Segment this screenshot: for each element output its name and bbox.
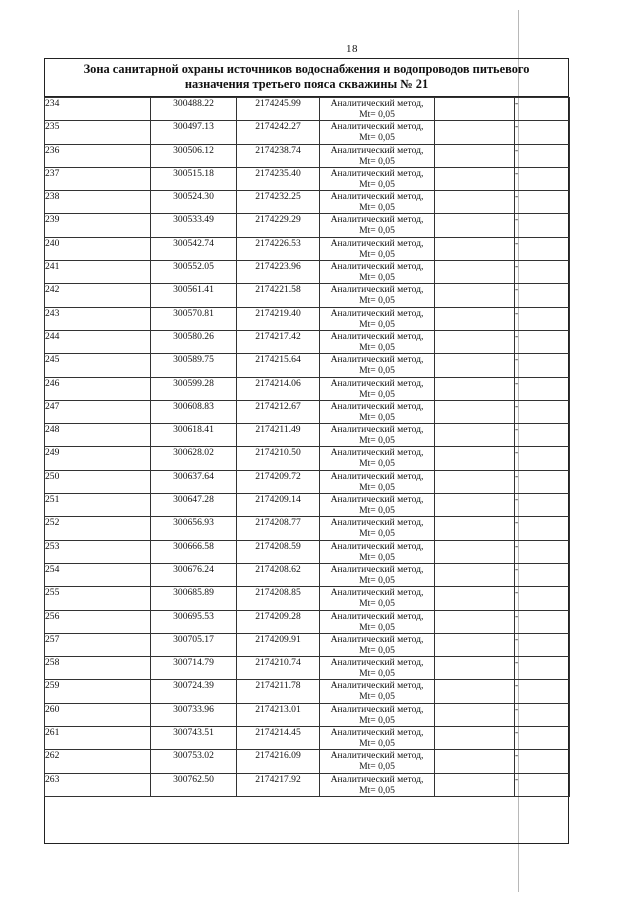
empty-cell bbox=[435, 237, 515, 260]
coordinate-y-cell: 2174216.09 bbox=[237, 750, 320, 773]
empty-cell bbox=[435, 354, 515, 377]
method-cell bbox=[320, 703, 435, 726]
table-title-line-2: назначения третьего пояса скважины № 21 bbox=[184, 77, 429, 91]
coordinate-y-cell: 2174211.49 bbox=[237, 424, 320, 447]
method-cell bbox=[320, 98, 435, 121]
method-text: Аналитический метод, bbox=[330, 773, 424, 785]
mark-cell: - bbox=[515, 400, 570, 423]
method-text: Аналитический метод, bbox=[330, 400, 424, 412]
accuracy-text: Mt= 0,05 bbox=[359, 178, 395, 190]
method-text: Аналитический метод, bbox=[330, 121, 424, 133]
accuracy-text: Mt= 0,05 bbox=[359, 365, 395, 377]
empty-cell bbox=[435, 633, 515, 656]
coordinate-x-cell: 300743.51 bbox=[151, 727, 237, 750]
empty-cell bbox=[435, 121, 515, 144]
table-row bbox=[45, 167, 570, 190]
empty-cell bbox=[435, 98, 515, 121]
mark-cell: - bbox=[515, 750, 570, 773]
point-number-cell: 239 bbox=[45, 214, 151, 237]
table-row bbox=[45, 144, 570, 167]
accuracy-text: Mt= 0,05 bbox=[359, 714, 395, 726]
method-text: Аналитический метод, bbox=[330, 284, 424, 296]
table-row bbox=[45, 447, 570, 470]
coordinates-table-body bbox=[45, 98, 570, 797]
coordinate-y-cell: 2174209.91 bbox=[237, 633, 320, 656]
table-row bbox=[45, 773, 570, 796]
method-cell bbox=[320, 377, 435, 400]
method-cell bbox=[320, 284, 435, 307]
mark-cell: - bbox=[515, 563, 570, 586]
coordinate-x-cell: 300542.74 bbox=[151, 237, 237, 260]
point-number-cell: 236 bbox=[45, 144, 151, 167]
mark-cell: - bbox=[515, 633, 570, 656]
mark-cell: - bbox=[515, 727, 570, 750]
method-text: Аналитический метод, bbox=[330, 494, 424, 506]
point-number-cell: 251 bbox=[45, 494, 151, 517]
point-number-cell: 253 bbox=[45, 540, 151, 563]
coordinate-y-cell: 2174209.28 bbox=[237, 610, 320, 633]
coordinate-y-cell: 2174208.85 bbox=[237, 587, 320, 610]
accuracy-text: Mt= 0,05 bbox=[359, 388, 395, 400]
mark-cell: - bbox=[515, 167, 570, 190]
mark-cell: - bbox=[515, 284, 570, 307]
method-text: Аналитический метод, bbox=[330, 307, 424, 319]
method-text: Аналитический метод, bbox=[330, 354, 424, 366]
table-row bbox=[45, 540, 570, 563]
point-number-cell: 257 bbox=[45, 633, 151, 656]
accuracy-text: Mt= 0,05 bbox=[359, 668, 395, 680]
point-number-cell: 259 bbox=[45, 680, 151, 703]
point-number-cell: 254 bbox=[45, 563, 151, 586]
mark-cell: - bbox=[515, 540, 570, 563]
empty-cell bbox=[435, 703, 515, 726]
table-row bbox=[45, 680, 570, 703]
method-text: Аналитический метод, bbox=[330, 424, 424, 436]
coordinate-y-cell: 2174209.72 bbox=[237, 470, 320, 493]
coordinate-x-cell: 300733.96 bbox=[151, 703, 237, 726]
coordinate-y-cell: 2174232.25 bbox=[237, 191, 320, 214]
accuracy-text: Mt= 0,05 bbox=[359, 109, 395, 120]
mark-cell: - bbox=[515, 703, 570, 726]
table-row bbox=[45, 424, 570, 447]
method-text: Аналитический метод, bbox=[330, 237, 424, 249]
method-cell bbox=[320, 121, 435, 144]
table-row bbox=[45, 354, 570, 377]
point-number-cell: 235 bbox=[45, 121, 151, 144]
table-row bbox=[45, 727, 570, 750]
mark-cell: - bbox=[515, 773, 570, 796]
empty-cell bbox=[435, 191, 515, 214]
coordinate-y-cell: 2174217.42 bbox=[237, 330, 320, 353]
method-cell bbox=[320, 517, 435, 540]
method-cell bbox=[320, 470, 435, 493]
empty-cell bbox=[435, 307, 515, 330]
page-number: 18 bbox=[346, 43, 358, 55]
method-cell bbox=[320, 494, 435, 517]
coordinate-y-cell: 2174238.74 bbox=[237, 144, 320, 167]
method-cell bbox=[320, 144, 435, 167]
point-number-cell: 263 bbox=[45, 773, 151, 796]
mark-cell: - bbox=[515, 354, 570, 377]
empty-cell bbox=[435, 261, 515, 284]
coordinate-x-cell: 300580.26 bbox=[151, 330, 237, 353]
point-number-cell: 260 bbox=[45, 703, 151, 726]
mark-cell: - bbox=[515, 121, 570, 144]
method-cell bbox=[320, 330, 435, 353]
table-row bbox=[45, 261, 570, 284]
method-text: Аналитический метод, bbox=[330, 610, 424, 622]
mark-cell: - bbox=[515, 517, 570, 540]
coordinate-x-cell: 300561.41 bbox=[151, 284, 237, 307]
point-number-cell: 258 bbox=[45, 657, 151, 680]
coordinate-x-cell: 300552.05 bbox=[151, 261, 237, 284]
point-number-cell: 247 bbox=[45, 400, 151, 423]
coordinate-x-cell: 300666.58 bbox=[151, 540, 237, 563]
method-text: Аналитический метод, bbox=[330, 98, 424, 109]
coordinate-x-cell: 300714.79 bbox=[151, 657, 237, 680]
point-number-cell: 261 bbox=[45, 727, 151, 750]
empty-cell bbox=[435, 610, 515, 633]
mark-cell: - bbox=[515, 447, 570, 470]
method-text: Аналитический метод, bbox=[330, 144, 424, 156]
point-number-cell: 240 bbox=[45, 237, 151, 260]
coordinate-y-cell: 2174208.77 bbox=[237, 517, 320, 540]
method-text: Аналитический метод, bbox=[330, 540, 424, 552]
method-cell bbox=[320, 424, 435, 447]
accuracy-text: Mt= 0,05 bbox=[359, 644, 395, 656]
accuracy-text: Mt= 0,05 bbox=[359, 481, 395, 493]
empty-cell bbox=[435, 680, 515, 703]
table-row bbox=[45, 633, 570, 656]
coordinate-y-cell: 2174219.40 bbox=[237, 307, 320, 330]
accuracy-text: Mt= 0,05 bbox=[359, 691, 395, 703]
accuracy-text: Mt= 0,05 bbox=[359, 295, 395, 307]
coordinate-x-cell: 300676.24 bbox=[151, 563, 237, 586]
method-text: Аналитический метод, bbox=[330, 633, 424, 645]
mark-cell: - bbox=[515, 494, 570, 517]
table-row bbox=[45, 587, 570, 610]
point-number-cell: 252 bbox=[45, 517, 151, 540]
empty-cell bbox=[435, 377, 515, 400]
point-number-cell: 248 bbox=[45, 424, 151, 447]
mark-cell: - bbox=[515, 191, 570, 214]
coordinate-y-cell: 2174235.40 bbox=[237, 167, 320, 190]
coordinate-y-cell: 2174214.06 bbox=[237, 377, 320, 400]
method-text: Аналитический метод, bbox=[330, 703, 424, 715]
coordinate-y-cell: 2174210.74 bbox=[237, 657, 320, 680]
empty-cell bbox=[435, 214, 515, 237]
method-cell bbox=[320, 191, 435, 214]
method-cell bbox=[320, 237, 435, 260]
empty-cell bbox=[435, 284, 515, 307]
point-number-cell: 244 bbox=[45, 330, 151, 353]
mark-cell: - bbox=[515, 470, 570, 493]
table-row bbox=[45, 470, 570, 493]
coordinate-x-cell: 300570.81 bbox=[151, 307, 237, 330]
accuracy-text: Mt= 0,05 bbox=[359, 458, 395, 470]
accuracy-text: Mt= 0,05 bbox=[359, 272, 395, 284]
coordinate-y-cell: 2174221.58 bbox=[237, 284, 320, 307]
coordinate-y-cell: 2174214.45 bbox=[237, 727, 320, 750]
coordinate-x-cell: 300753.02 bbox=[151, 750, 237, 773]
coordinate-x-cell: 300647.28 bbox=[151, 494, 237, 517]
coordinate-x-cell: 300724.39 bbox=[151, 680, 237, 703]
point-number-cell: 242 bbox=[45, 284, 151, 307]
method-text: Аналитический метод, bbox=[330, 680, 424, 692]
table-row bbox=[45, 517, 570, 540]
mark-cell: - bbox=[515, 680, 570, 703]
accuracy-text: Mt= 0,05 bbox=[359, 574, 395, 586]
mark-cell: - bbox=[515, 377, 570, 400]
table-row bbox=[45, 121, 570, 144]
method-cell bbox=[320, 680, 435, 703]
coordinate-x-cell: 300599.28 bbox=[151, 377, 237, 400]
method-text: Аналитический метод, bbox=[330, 167, 424, 179]
empty-cell bbox=[435, 587, 515, 610]
coordinate-x-cell: 300506.12 bbox=[151, 144, 237, 167]
empty-cell bbox=[435, 400, 515, 423]
method-text: Аналитический метод, bbox=[330, 727, 424, 739]
coordinate-x-cell: 300608.83 bbox=[151, 400, 237, 423]
accuracy-text: Mt= 0,05 bbox=[359, 621, 395, 633]
point-number-cell: 245 bbox=[45, 354, 151, 377]
method-cell bbox=[320, 307, 435, 330]
coordinate-x-cell: 300618.41 bbox=[151, 424, 237, 447]
table-row bbox=[45, 610, 570, 633]
accuracy-text: Mt= 0,05 bbox=[359, 318, 395, 330]
accuracy-text: Mt= 0,05 bbox=[359, 505, 395, 517]
coordinates-table bbox=[44, 97, 570, 797]
coordinate-y-cell: 2174226.53 bbox=[237, 237, 320, 260]
accuracy-text: Mt= 0,05 bbox=[359, 738, 395, 750]
point-number-cell: 246 bbox=[45, 377, 151, 400]
table-row bbox=[45, 703, 570, 726]
coordinate-y-cell: 2174208.62 bbox=[237, 563, 320, 586]
coordinate-x-cell: 300533.49 bbox=[151, 214, 237, 237]
empty-cell bbox=[435, 563, 515, 586]
coordinate-x-cell: 300515.18 bbox=[151, 167, 237, 190]
method-cell bbox=[320, 633, 435, 656]
method-text: Аналитический метод, bbox=[330, 330, 424, 342]
accuracy-text: Mt= 0,05 bbox=[359, 248, 395, 260]
point-number-cell: 256 bbox=[45, 610, 151, 633]
coordinate-x-cell: 300685.89 bbox=[151, 587, 237, 610]
mark-cell: - bbox=[515, 657, 570, 680]
method-cell bbox=[320, 400, 435, 423]
coordinate-y-cell: 2174217.92 bbox=[237, 773, 320, 796]
method-cell bbox=[320, 354, 435, 377]
table-row bbox=[45, 307, 570, 330]
mark-cell: - bbox=[515, 214, 570, 237]
table-row bbox=[45, 494, 570, 517]
point-number-cell: 243 bbox=[45, 307, 151, 330]
method-cell bbox=[320, 214, 435, 237]
point-number-cell: 262 bbox=[45, 750, 151, 773]
point-number-cell: 237 bbox=[45, 167, 151, 190]
method-text: Аналитический метод, bbox=[330, 750, 424, 762]
empty-cell bbox=[435, 540, 515, 563]
empty-cell bbox=[435, 144, 515, 167]
coordinate-y-cell: 2174210.50 bbox=[237, 447, 320, 470]
method-text: Аналитический метод, bbox=[330, 447, 424, 459]
coordinate-x-cell: 300589.75 bbox=[151, 354, 237, 377]
coordinate-x-cell: 300524.30 bbox=[151, 191, 237, 214]
accuracy-text: Mt= 0,05 bbox=[359, 435, 395, 447]
method-text: Аналитический метод, bbox=[330, 377, 424, 389]
method-cell bbox=[320, 587, 435, 610]
empty-cell bbox=[435, 750, 515, 773]
coordinate-y-cell: 2174215.64 bbox=[237, 354, 320, 377]
point-number-cell: 255 bbox=[45, 587, 151, 610]
method-cell bbox=[320, 773, 435, 796]
point-number-cell: 250 bbox=[45, 470, 151, 493]
method-text: Аналитический метод, bbox=[330, 587, 424, 599]
coordinate-y-cell: 2174245.99 bbox=[237, 98, 320, 121]
point-number-cell: 234 bbox=[45, 98, 151, 121]
mark-cell: - bbox=[515, 610, 570, 633]
coordinate-x-cell: 300628.02 bbox=[151, 447, 237, 470]
coordinate-y-cell: 2174213.01 bbox=[237, 703, 320, 726]
coordinate-x-cell: 300695.53 bbox=[151, 610, 237, 633]
coordinate-x-cell: 300488.22 bbox=[151, 98, 237, 121]
table-row bbox=[45, 237, 570, 260]
method-cell bbox=[320, 657, 435, 680]
mark-cell: - bbox=[515, 261, 570, 284]
mark-cell: - bbox=[515, 98, 570, 121]
point-number-cell: 241 bbox=[45, 261, 151, 284]
coordinate-y-cell: 2174242.27 bbox=[237, 121, 320, 144]
method-text: Аналитический метод, bbox=[330, 563, 424, 575]
table-title bbox=[44, 62, 569, 92]
point-number-cell: 249 bbox=[45, 447, 151, 470]
coordinate-y-cell: 2174229.29 bbox=[237, 214, 320, 237]
empty-cell bbox=[435, 470, 515, 493]
method-cell bbox=[320, 750, 435, 773]
table-row bbox=[45, 98, 570, 121]
table-row bbox=[45, 214, 570, 237]
method-cell bbox=[320, 540, 435, 563]
coordinate-y-cell: 2174212.67 bbox=[237, 400, 320, 423]
method-text: Аналитический метод, bbox=[330, 261, 424, 273]
table-row bbox=[45, 563, 570, 586]
empty-cell bbox=[435, 657, 515, 680]
method-text: Аналитический метод, bbox=[330, 191, 424, 203]
coordinate-y-cell: 2174208.59 bbox=[237, 540, 320, 563]
table-row bbox=[45, 750, 570, 773]
coordinate-y-cell: 2174223.96 bbox=[237, 261, 320, 284]
mark-cell: - bbox=[515, 587, 570, 610]
coordinate-y-cell: 2174211.78 bbox=[237, 680, 320, 703]
coordinate-x-cell: 300497.13 bbox=[151, 121, 237, 144]
method-cell bbox=[320, 261, 435, 284]
table-row bbox=[45, 284, 570, 307]
table-row bbox=[45, 330, 570, 353]
method-cell bbox=[320, 563, 435, 586]
coordinate-x-cell: 300705.17 bbox=[151, 633, 237, 656]
point-number-cell: 238 bbox=[45, 191, 151, 214]
accuracy-text: Mt= 0,05 bbox=[359, 784, 395, 796]
empty-cell bbox=[435, 727, 515, 750]
accuracy-text: Mt= 0,05 bbox=[359, 411, 395, 423]
accuracy-text: Mt= 0,05 bbox=[359, 598, 395, 610]
coordinate-x-cell: 300762.50 bbox=[151, 773, 237, 796]
accuracy-text: Mt= 0,05 bbox=[359, 761, 395, 773]
mark-cell: - bbox=[515, 144, 570, 167]
table-row bbox=[45, 191, 570, 214]
empty-cell bbox=[435, 517, 515, 540]
empty-cell bbox=[435, 167, 515, 190]
method-text: Аналитический метод, bbox=[330, 470, 424, 482]
mark-cell: - bbox=[515, 330, 570, 353]
accuracy-text: Mt= 0,05 bbox=[359, 202, 395, 214]
accuracy-text: Mt= 0,05 bbox=[359, 225, 395, 237]
method-cell bbox=[320, 447, 435, 470]
accuracy-text: Mt= 0,05 bbox=[359, 528, 395, 540]
method-cell bbox=[320, 167, 435, 190]
method-text: Аналитический метод, bbox=[330, 517, 424, 529]
mark-cell: - bbox=[515, 237, 570, 260]
coordinate-x-cell: 300637.64 bbox=[151, 470, 237, 493]
empty-cell bbox=[435, 773, 515, 796]
table-row bbox=[45, 657, 570, 680]
table-row bbox=[45, 377, 570, 400]
empty-cell bbox=[435, 424, 515, 447]
method-cell bbox=[320, 610, 435, 633]
coordinate-x-cell: 300656.93 bbox=[151, 517, 237, 540]
accuracy-text: Mt= 0,05 bbox=[359, 155, 395, 167]
accuracy-text: Mt= 0,05 bbox=[359, 341, 395, 353]
mark-cell: - bbox=[515, 307, 570, 330]
accuracy-text: Mt= 0,05 bbox=[359, 551, 395, 563]
table-title-line-1: Зона санитарной охраны источников водоснабжения и водопроводов питьевого bbox=[83, 62, 530, 76]
method-text: Аналитический метод, bbox=[330, 657, 424, 669]
method-text: Аналитический метод, bbox=[330, 214, 424, 226]
coordinate-y-cell: 2174209.14 bbox=[237, 494, 320, 517]
method-cell bbox=[320, 727, 435, 750]
mark-cell: - bbox=[515, 424, 570, 447]
empty-cell bbox=[435, 447, 515, 470]
empty-cell bbox=[435, 330, 515, 353]
empty-cell bbox=[435, 494, 515, 517]
table-row bbox=[45, 400, 570, 423]
accuracy-text: Mt= 0,05 bbox=[359, 132, 395, 144]
